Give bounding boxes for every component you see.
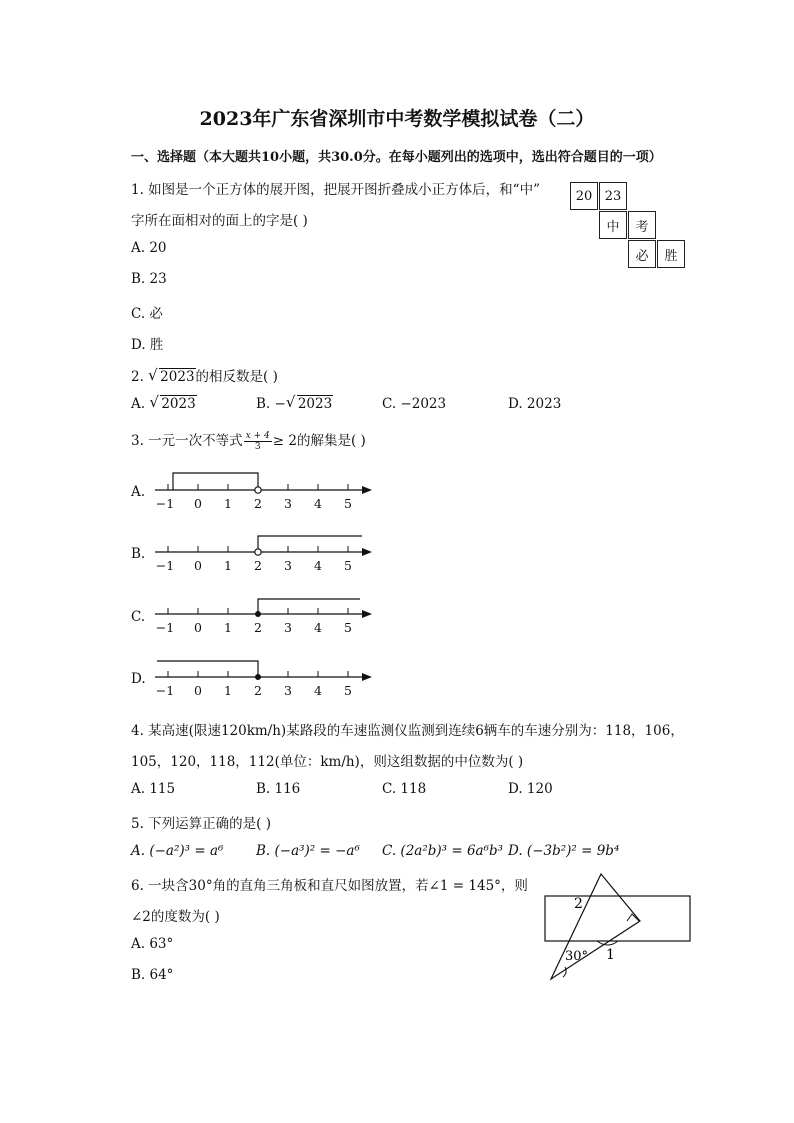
- tick-label: −1: [155, 496, 175, 511]
- fraction-numerator: x + 4: [245, 431, 270, 441]
- angle-1-label: 1: [606, 947, 615, 963]
- angle-2-label: 2: [574, 896, 583, 912]
- q4-stem-line1: 4. 某高速(限速120km/h)某路段的车速监测仪监测到连续6辆车的车速分别为：118，106，: [131, 723, 684, 739]
- section-heading: 一、选择题（本大题共10小题，共30.0分。在每小题列出的选项中，选出符合题目的一项）: [131, 150, 662, 165]
- page-title: 2023年广东省深圳市中考数学模拟试卷（二）: [199, 108, 595, 130]
- tick-label: 4: [314, 620, 322, 635]
- radicand: 2023: [297, 396, 333, 412]
- net-cell: 胜: [657, 240, 685, 268]
- net-cell: 20: [570, 182, 598, 210]
- tick-label: 1: [224, 496, 232, 511]
- tick-label: −1: [155, 683, 175, 698]
- tick-label: 3: [284, 620, 292, 635]
- solution-ray: [258, 536, 362, 548]
- net-cell: 23: [599, 182, 627, 210]
- number-line-a: [155, 473, 372, 494]
- q2-option-d: D. 2023: [508, 396, 562, 412]
- tick-label: 5: [344, 496, 352, 511]
- arrow-head: [362, 548, 372, 556]
- q5-stem: 5. 下列运算正确的是( ): [131, 816, 271, 832]
- tick-label: 3: [284, 558, 292, 573]
- q1-option-d: D. 胜: [131, 337, 164, 353]
- fraction-denominator: 3: [254, 442, 261, 452]
- q2-prefix: 2.: [131, 369, 149, 385]
- q2-suffix: 的相反数是( ): [195, 369, 278, 385]
- q5-option-c: C. (2a²b)³ = 6a⁶b³: [382, 843, 504, 859]
- number-line-b: [155, 536, 372, 556]
- tick-label: 5: [344, 620, 352, 635]
- tick-label: 5: [344, 683, 352, 698]
- q5-option-d: D. (−3b²)² = 9b⁴: [508, 843, 620, 859]
- q1-stem-line1: 1. 如图是一个正方体的展开图，把展开图折叠成小正方体后，和“中”: [131, 182, 540, 198]
- tick-label: 4: [314, 496, 322, 511]
- q4-option-d: D. 120: [508, 781, 553, 797]
- net-cell: 中: [599, 211, 627, 239]
- q6-stem-line2: ∠2的度数为( ): [131, 909, 220, 925]
- tick-label: 1: [224, 683, 232, 698]
- tick-label: 0: [194, 683, 202, 698]
- q1-option-c: C. 必: [131, 306, 163, 322]
- closed-dot: [255, 611, 261, 617]
- net-cell: 考: [628, 211, 656, 239]
- option-label: B. −: [256, 396, 286, 412]
- tick-label: 5: [344, 558, 352, 573]
- arrow-head: [362, 486, 372, 494]
- option-label: A.: [131, 396, 150, 412]
- number-line-c: [155, 599, 372, 618]
- q3-suffix: ≥ 2的解集是( ): [272, 433, 366, 449]
- q1-option-a: A. 20: [131, 240, 167, 256]
- tick-label: 3: [284, 496, 292, 511]
- q6-stem-line1: 6. 一块含30°角的直角三角板和直尺如图放置，若∠1 = 145°，则: [131, 878, 528, 894]
- radicand: 2023: [160, 369, 195, 385]
- tick-label: −1: [155, 558, 175, 573]
- tick-label: 1: [224, 558, 232, 573]
- ruler-triangle-figure: [545, 874, 690, 979]
- tick-label: 0: [194, 496, 202, 511]
- solution-ray: [173, 473, 258, 490]
- q4-option-c: C. 118: [382, 781, 427, 797]
- tick-label: 1: [224, 620, 232, 635]
- tick-label: 2: [254, 558, 262, 573]
- tick-label: 3: [284, 683, 292, 698]
- net-cell: 必: [628, 240, 656, 268]
- q4-option-a: A. 115: [131, 781, 176, 797]
- solution-ray: [157, 661, 258, 677]
- q3-label-c: C.: [131, 609, 146, 625]
- tick-labels: [156, 496, 352, 698]
- tick-label: 2: [254, 620, 262, 635]
- tick-label: 2: [254, 496, 262, 511]
- angle-30-arc: [563, 967, 566, 977]
- q6-option-a: A. 63°: [131, 936, 174, 952]
- arrow-head: [362, 673, 372, 681]
- ruler: [545, 896, 690, 941]
- q3-label-d: D.: [131, 671, 146, 687]
- closed-dot: [255, 674, 261, 680]
- open-dot: [255, 487, 261, 493]
- q5-option-b: B. (−a³)² = −a⁶: [256, 843, 360, 859]
- tick-label: 4: [314, 558, 322, 573]
- angle-30-label: 30°: [565, 949, 589, 964]
- tick-label: 2: [254, 683, 262, 698]
- solution-ray: [258, 599, 360, 614]
- q4-stem-line2: 105，120，118，112(单位：km/h)，则这组数据的中位数为( ): [131, 754, 524, 770]
- tick-label: 4: [314, 683, 322, 698]
- q5-option-a: A. (−a²)³ = a⁶: [131, 843, 224, 859]
- tick-label: 0: [194, 558, 202, 573]
- q4-option-b: B. 116: [256, 781, 301, 797]
- open-dot: [255, 549, 261, 555]
- radicand: 2023: [161, 396, 196, 412]
- arrow-head: [362, 610, 372, 618]
- q2-option-c: C. −2023: [382, 396, 447, 412]
- number-line-d: [155, 661, 372, 681]
- q1-option-b: B. 23: [131, 271, 167, 287]
- q3-label-a: A.: [131, 484, 146, 500]
- tick-label: 0: [194, 620, 202, 635]
- q3-label-b: B.: [131, 546, 146, 562]
- q6-option-b: B. 64°: [131, 967, 174, 983]
- q3-prefix: 3. 一元一次不等式: [131, 433, 243, 449]
- q1-stem-line2: 字所在面相对的面上的字是( ): [131, 213, 308, 229]
- tick-label: −1: [155, 620, 175, 635]
